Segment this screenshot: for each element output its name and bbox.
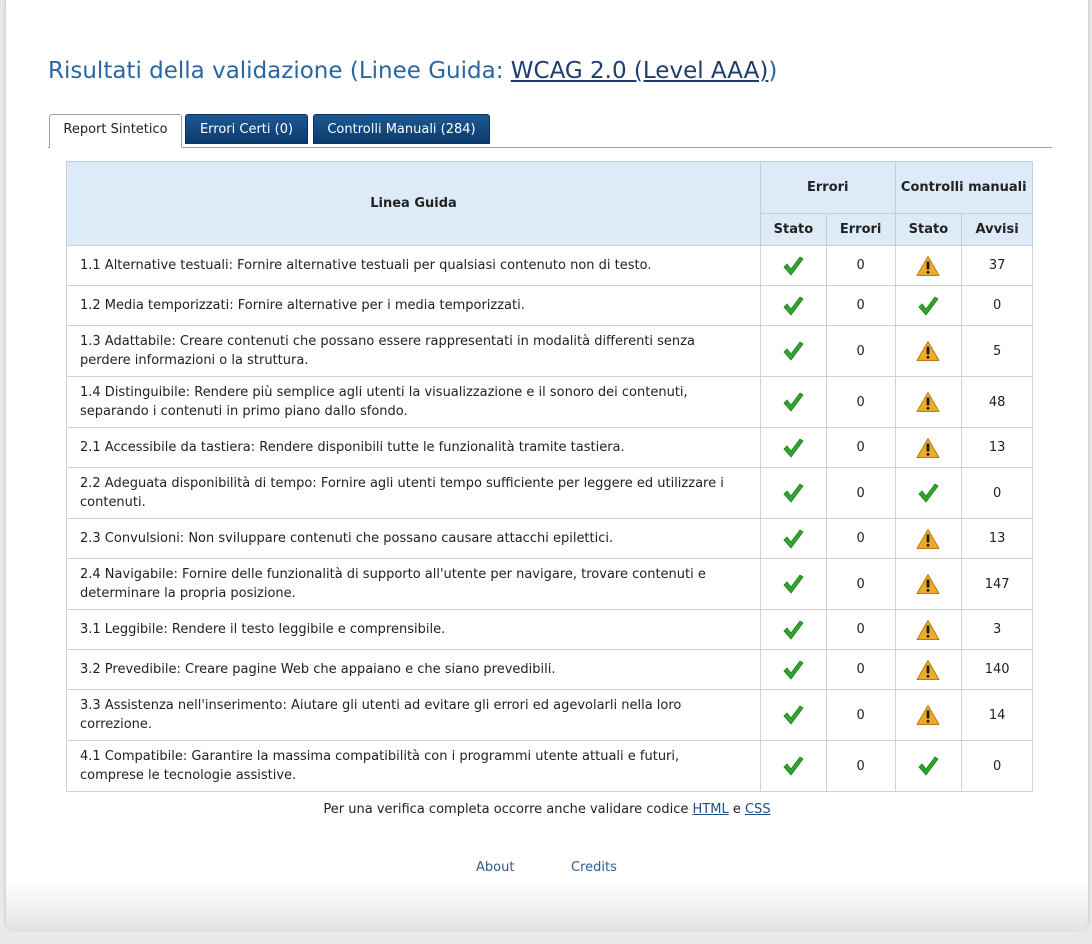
html-validation-link[interactable]: HTML [692, 802, 729, 817]
table-row [67, 326, 1033, 377]
tab-errori-certi[interactable]: Errori Certi (0) [185, 114, 308, 144]
warning-icon [916, 528, 940, 550]
manual-warnings-cell: 0 [962, 286, 1033, 326]
errors-status-cell [761, 286, 827, 326]
guideline-cell: 3.3 Assistenza nell'inserimento: Aiutare gli utenti ad evitare gli errori ed agevolarli nella loro correzione. [67, 690, 761, 741]
check-icon [782, 340, 804, 362]
manual-status-cell [895, 286, 962, 326]
wcag-guidelines-link[interactable]: WCAG 2.0 (Level AAA) [510, 58, 769, 84]
tab-controlli-manuali[interactable]: Controlli Manuali (284) [313, 114, 490, 144]
check-icon [782, 437, 804, 459]
check-icon [782, 391, 804, 413]
warning-icon [916, 255, 940, 277]
page-container [5, 0, 1089, 930]
page-title-suffix: ) [768, 58, 778, 84]
warning-icon [916, 340, 940, 362]
table-row [67, 428, 1033, 468]
check-icon [917, 755, 939, 777]
manual-status-cell [895, 326, 962, 377]
manual-status-cell [895, 741, 962, 792]
validation-note-text: Per una verifica completa occorre anche validare codice [323, 802, 693, 817]
results-table-body [67, 246, 1033, 792]
table-row [67, 741, 1033, 792]
manual-warnings-cell: 0 [962, 741, 1033, 792]
errors-count-cell: 0 [826, 428, 895, 468]
header-manual-warnings: Avvisi [962, 214, 1033, 246]
page-bottom-fade [6, 880, 1088, 930]
errors-status-cell [761, 519, 827, 559]
manual-warnings-cell: 140 [962, 650, 1033, 690]
warning-icon [916, 391, 940, 413]
header-errors-status: Stato [761, 214, 827, 246]
errors-count-cell: 0 [826, 519, 895, 559]
guideline-cell: 3.2 Prevedibile: Creare pagine Web che appaiano e che siano prevedibili. [67, 650, 761, 690]
table-row [67, 610, 1033, 650]
errors-status-cell [761, 650, 827, 690]
header-errors-group: Errori [761, 162, 895, 214]
page-title [48, 58, 777, 84]
results-table [66, 161, 1033, 792]
errors-count-cell: 0 [826, 690, 895, 741]
guideline-cell: 2.4 Navigabile: Fornire delle funzionalità di supporto all'utente per navigare, trovare contenuti e determinare la propria posizione. [67, 559, 761, 610]
manual-status-cell [895, 690, 962, 741]
errors-status-cell [761, 246, 827, 286]
warning-icon [916, 573, 940, 595]
warning-icon [916, 704, 940, 726]
warning-icon [916, 437, 940, 459]
table-row [67, 559, 1033, 610]
check-icon [782, 573, 804, 595]
errors-status-cell [761, 326, 827, 377]
manual-warnings-cell: 13 [962, 519, 1033, 559]
warning-icon [916, 619, 940, 641]
manual-status-cell [895, 377, 962, 428]
guideline-cell: 4.1 Compatibile: Garantire la massima compatibilità con i programmi utente attuali e futuri, comprese le tecnologie assistive. [67, 741, 761, 792]
errors-status-cell [761, 377, 827, 428]
check-icon [782, 482, 804, 504]
table-row [67, 246, 1033, 286]
header-errors-count: Errori [826, 214, 895, 246]
errors-count-cell: 0 [826, 377, 895, 428]
table-row [67, 690, 1033, 741]
errors-status-cell [761, 610, 827, 650]
errors-count-cell: 0 [826, 559, 895, 610]
check-icon [782, 619, 804, 641]
manual-status-cell [895, 650, 962, 690]
check-icon [917, 295, 939, 317]
manual-warnings-cell: 3 [962, 610, 1033, 650]
errors-status-cell [761, 468, 827, 519]
guideline-cell: 2.3 Convulsioni: Non sviluppare contenuti che possano causare attacchi epilettici. [67, 519, 761, 559]
check-icon [782, 528, 804, 550]
guideline-cell: 1.1 Alternative testuali: Fornire alternative testuali per qualsiasi contenuto non di testo. [67, 246, 761, 286]
guideline-cell: 2.2 Adeguata disponibilità di tempo: Fornire agli utenti tempo sufficiente per leggere ed utilizzare i contenuti. [67, 468, 761, 519]
table-row [67, 377, 1033, 428]
errors-count-cell: 0 [826, 326, 895, 377]
guideline-cell: 3.1 Leggibile: Rendere il testo leggibile e comprensibile. [67, 610, 761, 650]
errors-count-cell: 0 [826, 468, 895, 519]
guideline-cell: 1.4 Distinguibile: Rendere più semplice agli utenti la visualizzazione e il sonoro dei contenuti, separando i contenuti in primo piano dallo sfondo. [67, 377, 761, 428]
table-row [67, 650, 1033, 690]
table-row [67, 468, 1033, 519]
errors-status-cell [761, 741, 827, 792]
validation-note-conj: e [728, 802, 745, 817]
guideline-cell: 1.2 Media temporizzati: Fornire alternative per i media temporizzati. [67, 286, 761, 326]
manual-status-cell [895, 428, 962, 468]
manual-warnings-cell: 0 [962, 468, 1033, 519]
errors-status-cell [761, 690, 827, 741]
tab-report-sintetico[interactable]: Report Sintetico [49, 114, 182, 148]
css-validation-link[interactable]: CSS [744, 802, 771, 817]
errors-status-cell [761, 428, 827, 468]
warning-icon [916, 659, 940, 681]
manual-warnings-cell: 37 [962, 246, 1033, 286]
check-icon [917, 482, 939, 504]
check-icon [782, 755, 804, 777]
errors-status-cell [761, 559, 827, 610]
check-icon [782, 295, 804, 317]
manual-status-cell [895, 610, 962, 650]
check-icon [782, 255, 804, 277]
credits-link[interactable]: Credits [571, 860, 617, 875]
manual-warnings-cell: 48 [962, 377, 1033, 428]
header-guideline: Linea Guida [67, 162, 761, 246]
manual-status-cell [895, 468, 962, 519]
errors-count-cell: 0 [826, 286, 895, 326]
tab-bar [48, 114, 1052, 148]
header-manual-group: Controlli manuali [895, 162, 1032, 214]
manual-status-cell [895, 246, 962, 286]
manual-warnings-cell: 14 [962, 690, 1033, 741]
manual-status-cell [895, 519, 962, 559]
errors-count-cell: 0 [826, 650, 895, 690]
header-manual-status: Stato [895, 214, 962, 246]
manual-warnings-cell: 147 [962, 559, 1033, 610]
check-icon [782, 659, 804, 681]
table-row [67, 519, 1033, 559]
check-icon [782, 704, 804, 726]
validation-note [6, 802, 1088, 817]
manual-status-cell [895, 559, 962, 610]
guideline-cell: 1.3 Adattabile: Creare contenuti che possano essere rappresentati in modalità differenti senza perdere informazioni o la struttura. [67, 326, 761, 377]
guideline-cell: 2.1 Accessibile da tastiera: Rendere disponibili tutte le funzionalità tramite tastiera. [67, 428, 761, 468]
about-link[interactable]: About [476, 860, 515, 875]
errors-count-cell: 0 [826, 610, 895, 650]
errors-count-cell: 0 [826, 246, 895, 286]
page-title-prefix: Risultati della validazione (Linee Guida: [48, 58, 511, 84]
table-row [67, 286, 1033, 326]
errors-count-cell: 0 [826, 741, 895, 792]
manual-warnings-cell: 5 [962, 326, 1033, 377]
manual-warnings-cell: 13 [962, 428, 1033, 468]
